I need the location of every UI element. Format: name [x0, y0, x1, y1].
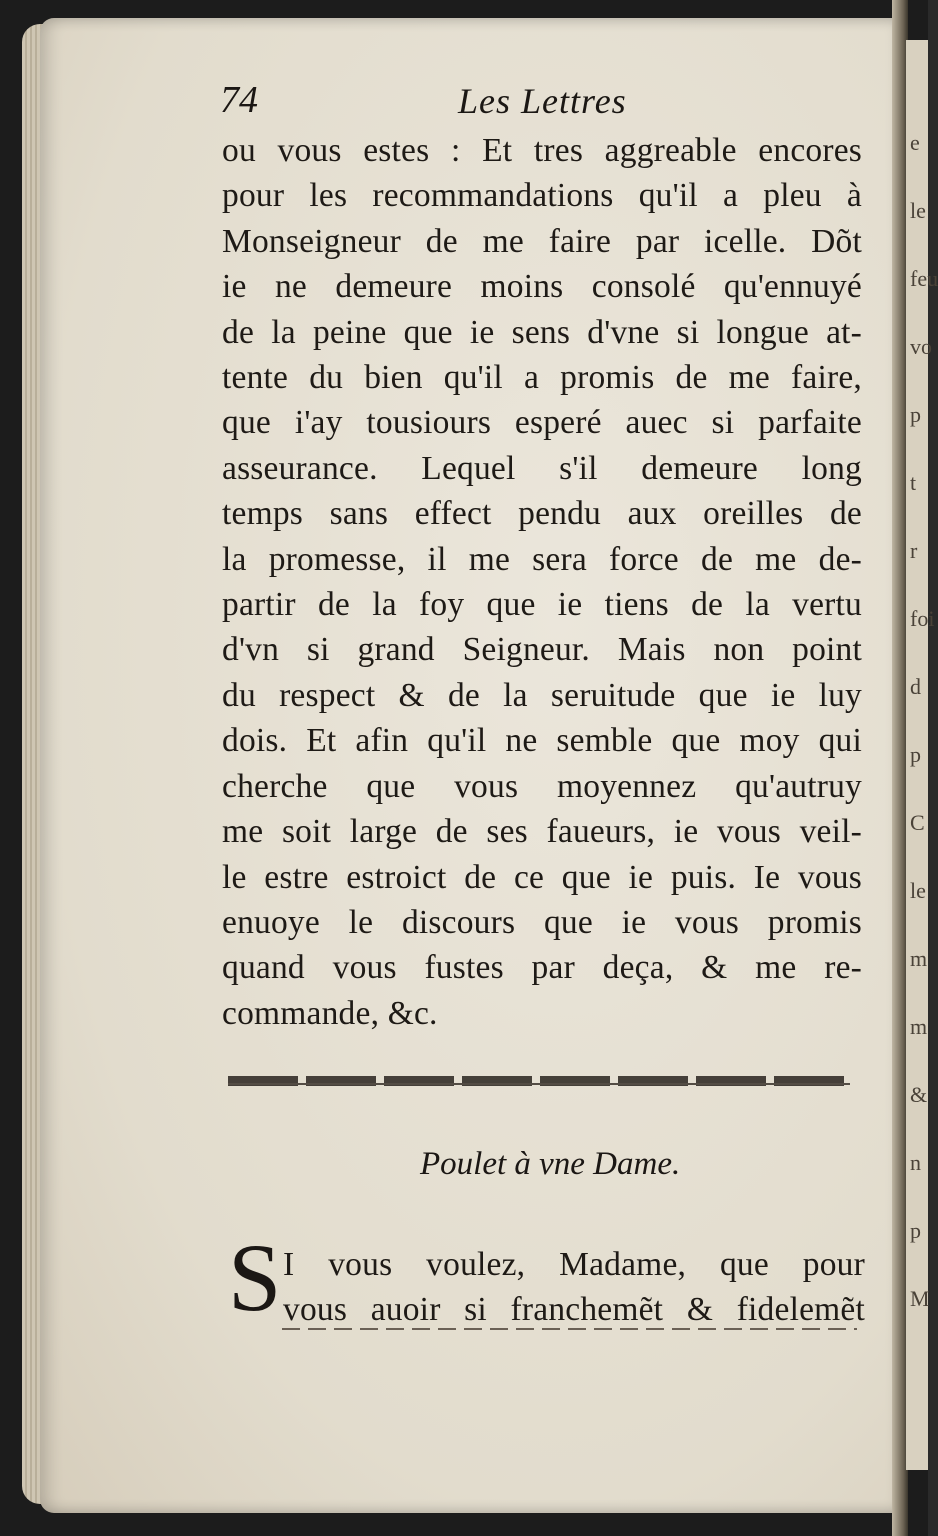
facing-page-fragment: m	[910, 1014, 928, 1039]
facing-page-fragment: vo	[910, 334, 932, 359]
facing-page-fragment: m	[910, 946, 928, 971]
facing-page-fragment: C	[910, 810, 925, 835]
text-line: enuoye le discours que ie vous promis	[222, 903, 862, 941]
text-line: le estre estroict de ce que ie puis. Ie vous	[222, 858, 862, 896]
facing-page-fragment: le	[910, 878, 926, 903]
facing-page-fragment: p	[910, 402, 921, 427]
text-line: du respect & de la seruitude que ie luy	[222, 676, 862, 714]
facing-page-fragment: r	[910, 538, 918, 563]
catchword-rule	[282, 1328, 857, 1330]
running-head: Les Lettres	[458, 81, 627, 121]
text-line: de la peine que ie sens d'vne si longue at-	[222, 313, 862, 351]
facing-page-fragment: &	[910, 1082, 928, 1107]
facing-page-fragment: foi	[910, 606, 935, 631]
letter-body	[222, 128, 862, 1036]
text-line: Monseigneur de me faire par icelle. Dõt	[222, 222, 862, 260]
text-line: me soit large de ses faueurs, ie vous veil-	[222, 813, 862, 851]
facing-page-fragment: e	[910, 130, 920, 155]
section-title: Poulet à vne Dame.	[420, 1146, 681, 1182]
facing-page-fragment: p	[910, 1218, 921, 1243]
facing-page-fragment: M	[910, 1286, 930, 1311]
text-line: temps sans effect pendu aux oreilles de	[222, 495, 862, 533]
text-line: dois. Et afin qu'il ne semble que moy qui	[222, 722, 862, 760]
text-line: la promesse, il me sera force de me de-	[222, 540, 862, 578]
text-line: partir de la foy que ie tiens de la vertu	[222, 586, 862, 624]
facing-page-edge	[906, 40, 938, 1470]
section-divider-rule	[228, 1076, 850, 1086]
text-line: cherche que vous moyennez qu'autruy	[222, 767, 862, 805]
facing-page-fragment: d	[910, 674, 921, 699]
page-number: 74	[220, 79, 258, 121]
opening-line: I vous voulez, Madame, que pour	[283, 1246, 865, 1283]
text-line: quand vous fustes par deça, & me re-	[222, 949, 862, 987]
text-line: ie ne demeure moins consolé qu'ennuyé	[222, 268, 862, 306]
text-line: ou vous estes : Et tres aggreable encores	[222, 132, 862, 169]
facing-page-fragment: le	[910, 198, 926, 223]
opening-line: vous auoir si franchemẽt & fidelemẽt	[283, 1291, 865, 1328]
text-line: asseurance. Lequel s'il demeure long	[222, 449, 862, 487]
page-header	[220, 78, 860, 128]
text-line: commande, &c.	[222, 994, 438, 1032]
facing-page-fragment: t	[910, 470, 917, 495]
facing-page-fragment: feu	[910, 266, 938, 291]
opening-paragraph	[283, 1242, 865, 1332]
text-line: que i'ay tousiours esperé auec si parfaite	[222, 404, 862, 442]
facing-page-fragment: n	[910, 1150, 921, 1175]
text-line: d'vn si grand Seigneur. Mais non point	[222, 631, 862, 669]
facing-page-fragment: p	[910, 742, 921, 767]
text-line: tente du bien qu'il a promis de me faire,	[222, 359, 862, 397]
text-line: pour les recommandations qu'il a pleu à	[222, 177, 862, 215]
drop-cap: S	[228, 1224, 282, 1331]
